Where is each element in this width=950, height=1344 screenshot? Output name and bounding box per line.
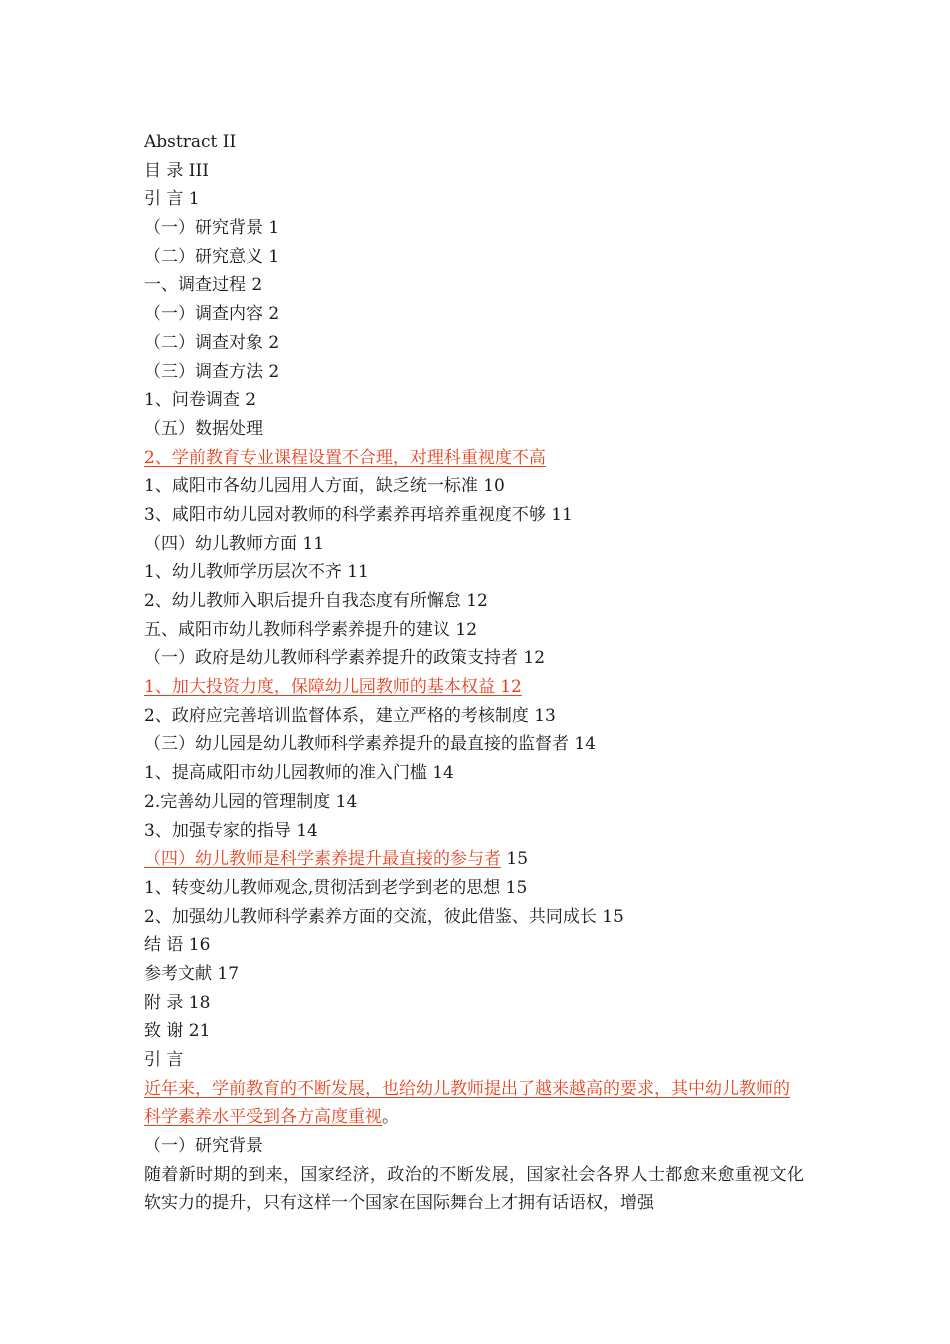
toc-entry-text: 2、政府应完善培训监督体系，建立严格的考核制度 13 <box>144 705 556 726</box>
toc-entry <box>144 931 804 960</box>
toc-entry <box>144 730 804 759</box>
toc-entry-text: 2、学前教育专业课程设置不合理，对理科重视度不高 <box>144 447 546 468</box>
toc-entry <box>144 300 804 329</box>
toc-entry-text: 2、幼儿教师入职后提升自我态度有所懈怠 12 <box>144 591 488 611</box>
toc-entry <box>144 444 804 473</box>
toc-entry <box>144 243 804 272</box>
background-heading: （一）研究背景 <box>144 1136 263 1157</box>
toc-entry <box>144 415 804 444</box>
toc-entry-text: （四）幼儿教师方面 11 <box>144 533 325 554</box>
table-of-contents <box>144 128 804 1046</box>
toc-entry <box>144 128 804 157</box>
toc-entry <box>144 472 804 501</box>
toc-entry <box>144 214 804 243</box>
toc-entry <box>144 759 804 788</box>
toc-entry-text: （三）调查方法 2 <box>144 361 280 382</box>
toc-entry-text: 2、加强幼儿教师科学素养方面的交流，彼此借鉴、共同成长 15 <box>144 906 624 927</box>
toc-entry <box>144 989 804 1018</box>
toc-entry-text: （一）调查内容 2 <box>144 304 280 325</box>
toc-entry-text: 附 录 18 <box>144 992 211 1013</box>
toc-entry <box>144 501 804 530</box>
background-paragraph: 随着新时期的到来，国家经济，政治的不断发展，国家社会各界人士都愈来愈重视文化软实力的提升，只有这样一个国家在国际舞台上才拥有话语权，增强 <box>144 1164 804 1214</box>
toc-entry-text: 目 录 III <box>144 160 209 181</box>
document-page <box>144 128 804 1218</box>
toc-entry-text: 五、咸阳市幼儿教师科学素养提升的建议 12 <box>144 619 478 640</box>
toc-entry-text: 参考文献 17 <box>144 963 240 984</box>
toc-entry <box>144 358 804 387</box>
toc-entry-text: Abstract II <box>144 132 237 152</box>
toc-entry-text: （四）幼儿教师是科学素养提升最直接的参与者 <box>144 849 501 870</box>
toc-entry-text: 1、问卷调查 2 <box>144 390 257 411</box>
toc-entry <box>144 960 804 989</box>
intro-heading: 引 言 <box>144 1050 184 1070</box>
toc-entry-text: 引 言 1 <box>144 189 200 210</box>
toc-entry <box>144 788 804 817</box>
toc-entry <box>144 644 804 673</box>
intro-paragraph-tail: 。 <box>382 1107 399 1128</box>
toc-entry-text: （一）研究背景 1 <box>144 218 280 239</box>
intro-paragraph <box>144 1075 804 1132</box>
toc-entry <box>144 903 804 932</box>
toc-entry <box>144 702 804 731</box>
toc-entry <box>144 817 804 846</box>
toc-entry-text: 结 语 16 <box>144 935 211 956</box>
intro-paragraph-highlight: 近年来，学前教育的不断发展，也给幼儿教师提出了越来越高的要求，其中幼儿教师的科学素养水平受到各方高度重视 <box>144 1078 790 1128</box>
toc-entry <box>144 673 804 702</box>
toc-entry-page: 15 <box>501 849 529 870</box>
toc-entry-text: （三）幼儿园是幼儿教师科学素养提升的最直接的监督者 14 <box>144 734 597 755</box>
toc-entry-text: 2.完善幼儿园的管理制度 14 <box>144 791 358 812</box>
toc-entry-text: 1、咸阳市各幼儿园用人方面，缺乏统一标准 10 <box>144 476 505 497</box>
toc-entry <box>144 329 804 358</box>
toc-entry <box>144 587 804 616</box>
toc-entry <box>144 845 804 874</box>
toc-entry <box>144 874 804 903</box>
toc-entry-text: 3、加强专家的指导 14 <box>144 820 318 841</box>
toc-entry <box>144 157 804 186</box>
toc-entry-text: 1、转变幼儿教师观念,贯彻活到老学到老的思想 15 <box>144 877 528 898</box>
toc-entry <box>144 1017 804 1046</box>
toc-entry <box>144 616 804 645</box>
toc-entry-text: 1、加大投资力度，保障幼儿园教师的基本权益 12 <box>144 677 522 698</box>
toc-entry-text: 一、调查过程 2 <box>144 275 263 296</box>
toc-entry-text: 1、幼儿教师学历层次不齐 11 <box>144 562 369 583</box>
toc-entry-text: （二）调查对象 2 <box>144 332 280 353</box>
toc-entry <box>144 558 804 587</box>
toc-entry-text: （一）政府是幼儿教师科学素养提升的政策支持者 12 <box>144 648 546 669</box>
toc-entry-text: （五）数据处理 <box>144 418 263 439</box>
toc-entry-text: 1、提高咸阳市幼儿园教师的准入门槛 14 <box>144 763 454 784</box>
toc-entry <box>144 530 804 559</box>
toc-entry-text: 3、咸阳市幼儿园对教师的科学素养再培养重视度不够 11 <box>144 504 573 525</box>
toc-entry <box>144 271 804 300</box>
toc-entry <box>144 185 804 214</box>
toc-entry-text: （二）研究意义 1 <box>144 246 280 267</box>
toc-entry-text: 致 谢 21 <box>144 1021 211 1042</box>
toc-entry <box>144 386 804 415</box>
